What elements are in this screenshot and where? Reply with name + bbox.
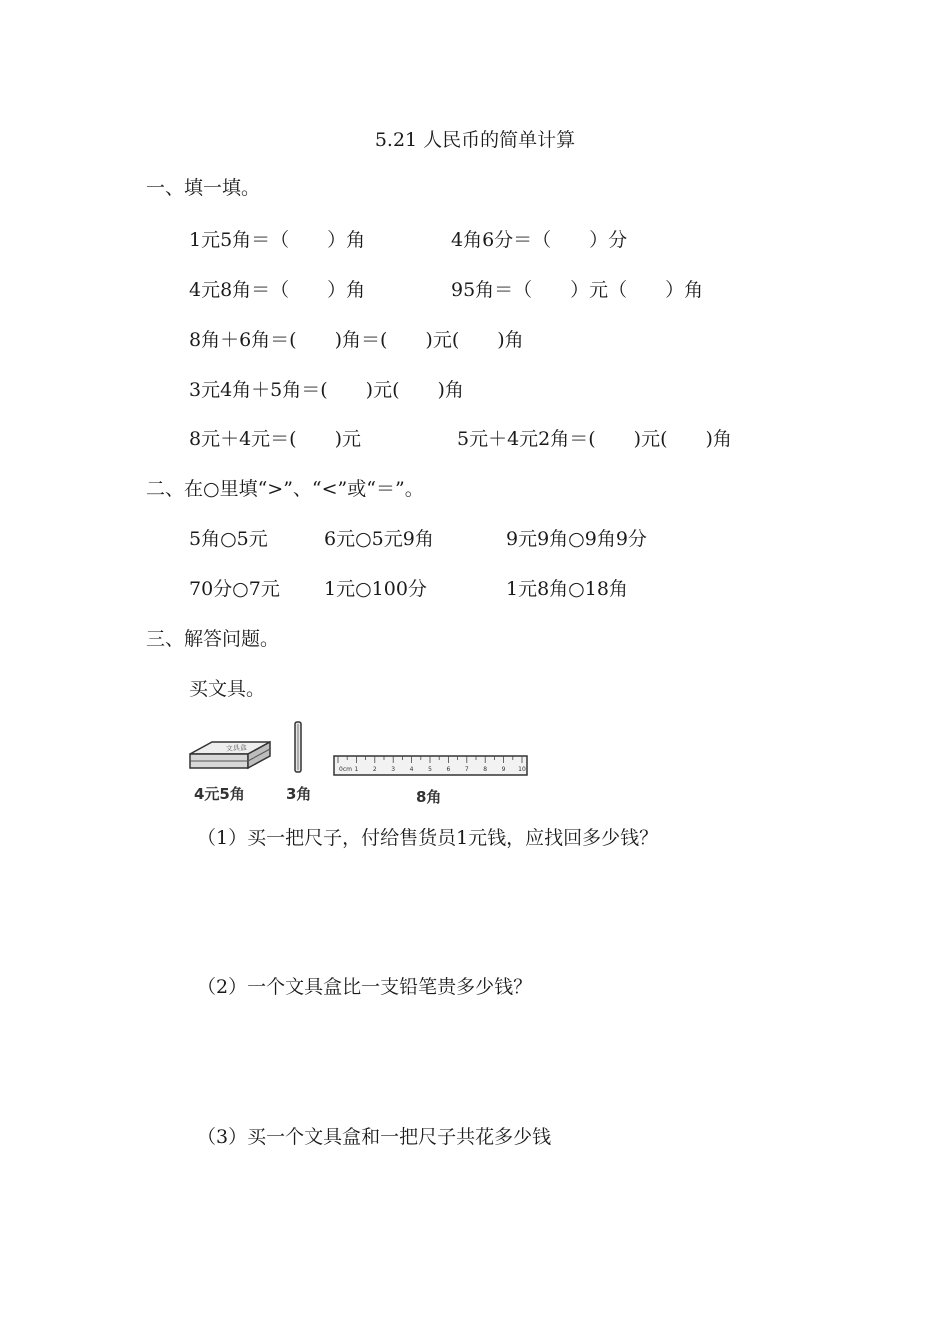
fill-item: 8元＋4元＝( )元 xyxy=(189,428,362,450)
ruler-tick-label: 5 xyxy=(428,766,432,773)
fill-item: 4元8角＝（ ）角 xyxy=(189,279,366,301)
ruler-icon xyxy=(334,756,527,775)
pencil-icon xyxy=(295,722,301,772)
fill-item: 4角6分＝（ ）分 xyxy=(451,229,628,251)
stationery-illustration xyxy=(186,716,546,786)
section-1-heading: 一、填一填。 xyxy=(146,177,261,199)
section-3-intro: 买文具。 xyxy=(189,678,266,700)
compare-item: 6元○5元9角 xyxy=(324,528,434,550)
pencil-case-label: 文具盒 xyxy=(225,743,248,753)
ruler-tick-label: 7 xyxy=(464,766,469,773)
pencil-price: 3角 xyxy=(286,785,312,803)
fill-item: 5元＋4元2角＝( )元( )角 xyxy=(457,428,732,450)
ruler-tick-label: 3 xyxy=(391,766,396,773)
stationery-figure xyxy=(186,716,546,808)
ruler-tick-label: 10 xyxy=(518,766,526,773)
question-2: （2）一个文具盒比一支铅笔贵多少钱？ xyxy=(197,976,533,998)
fill-item: 3元4角＋5角＝( )元( )角 xyxy=(189,379,464,401)
page-title: 5.21 人民币的简单计算 xyxy=(374,129,576,151)
compare-item: 1元○100分 xyxy=(324,578,427,600)
fill-item: 1元5角＝（ ）角 xyxy=(189,229,366,251)
question-1: （1）买一把尺子，付给售货员1元钱，应找回多少钱？ xyxy=(197,827,659,849)
compare-item: 70分○7元 xyxy=(189,578,280,600)
pencil-case-price: 4元5角 xyxy=(194,785,245,803)
section-3-heading: 三、解答问题。 xyxy=(146,628,280,650)
question-3: （3）买一个文具盒和一把尺子共花多少钱 xyxy=(197,1126,552,1148)
fill-item: 8角＋6角＝( )角＝( )元( )角 xyxy=(189,329,524,351)
ruler-tick-label: 8 xyxy=(483,766,488,773)
fill-item: 95角＝（ ）元（ ）角 xyxy=(451,279,704,301)
ruler-tick-label: 4 xyxy=(409,766,414,773)
ruler-tick-label: 9 xyxy=(501,766,506,773)
ruler-price: 8角 xyxy=(416,788,442,806)
ruler-tick-label: 6 xyxy=(446,766,451,773)
compare-item: 5角○5元 xyxy=(189,528,268,550)
ruler-tick-label: 2 xyxy=(372,766,377,773)
pencil-case-icon xyxy=(190,742,270,768)
ruler-tick-label: 1 xyxy=(354,766,359,773)
section-2-heading: 二、在○里填“>”、“<”或“＝”。 xyxy=(146,478,424,500)
ruler-tick-label: 0cm xyxy=(339,766,352,773)
compare-item: 9元9角○9角9分 xyxy=(506,528,647,550)
compare-item: 1元8角○18角 xyxy=(506,578,628,600)
